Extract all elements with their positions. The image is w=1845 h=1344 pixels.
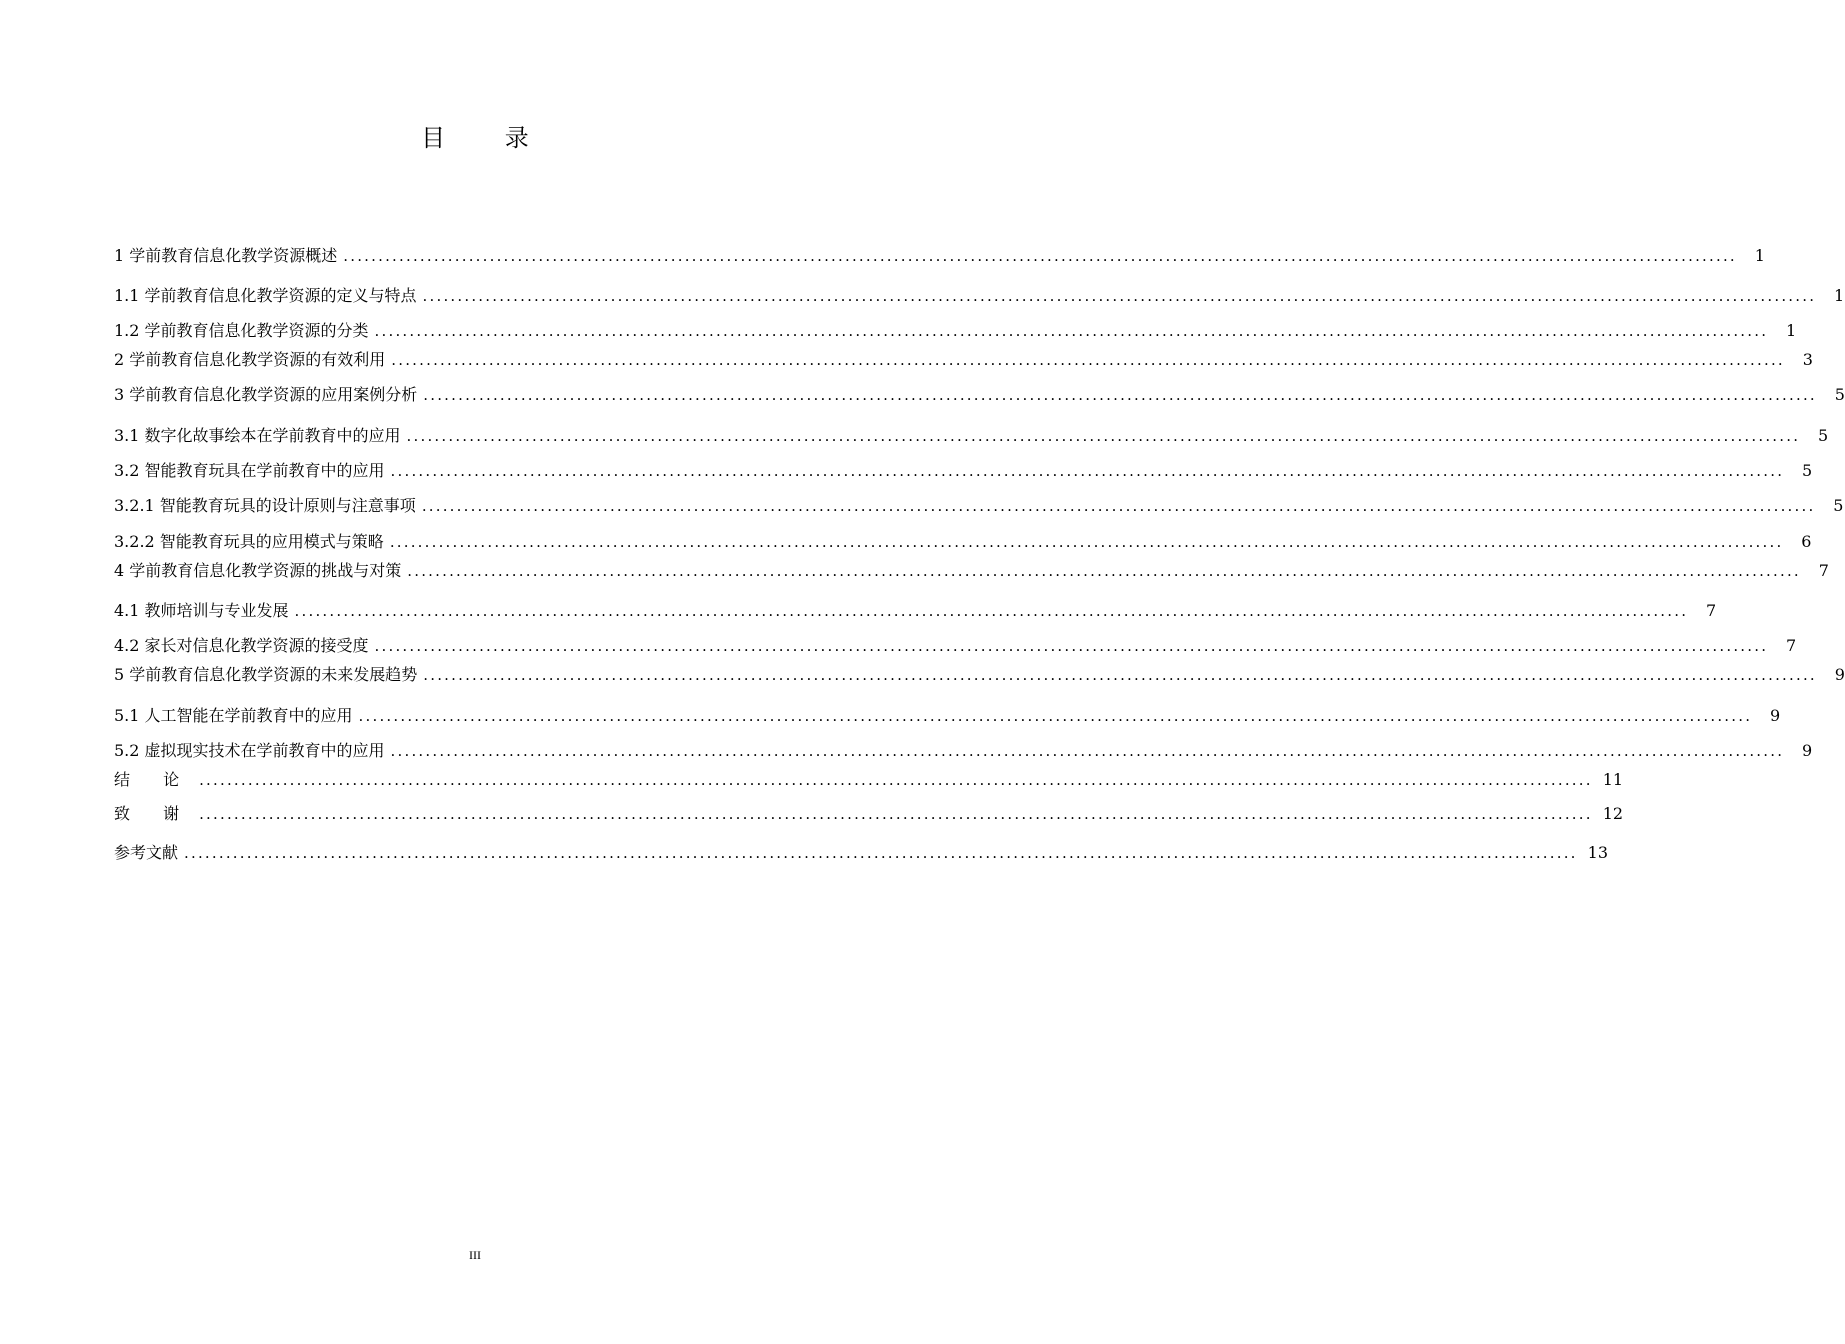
toc-entry[interactable] xyxy=(114,634,1797,658)
toc-entry-label: 4 学前教育信息化教学资源的挑战与对策 xyxy=(114,561,402,580)
toc-entry-page: 3 xyxy=(1802,350,1813,369)
toc-leader-dots: ........................................................................................................................................................................................................ xyxy=(358,707,1753,725)
toc-leader-dots: ........................................................................................................................................................................................................ xyxy=(199,771,1593,789)
toc-leader-dots: ........................................................................................................................................................................................................ xyxy=(389,533,1784,551)
page-title: 目 录 xyxy=(421,124,555,152)
toc-entry-page: 11 xyxy=(1602,770,1624,789)
toc-entry[interactable] xyxy=(114,383,1845,407)
toc-entry-page: 7 xyxy=(1785,636,1797,655)
toc-entry-page: 7 xyxy=(1705,601,1717,620)
toc-entry-page: 9 xyxy=(1769,706,1781,725)
toc-entry-label: 1.1 学前教育信息化教学资源的定义与特点 xyxy=(114,286,417,305)
toc-entry-label: 5.2 虚拟现实技术在学前教育中的应用 xyxy=(114,741,385,760)
toc-leader-dots: ........................................................................................................................................................................................................ xyxy=(390,462,1785,480)
toc-entry-page: 5 xyxy=(1817,426,1829,445)
toc-entry-page: 1 xyxy=(1833,286,1845,305)
toc-entry-page: 6 xyxy=(1801,532,1812,551)
toc-leader-dots: ........................................................................................................................................................................................................ xyxy=(391,351,1785,369)
toc-entry[interactable] xyxy=(114,530,1812,554)
toc-entry[interactable] xyxy=(114,559,1829,583)
toc-leader-dots: ........................................................................................................................................................................................................ xyxy=(423,666,1817,684)
toc-entry[interactable] xyxy=(114,663,1845,687)
toc-entry-page: 1 xyxy=(1785,321,1797,340)
toc-entry-label: 3.2.2 智能教育玩具的应用模式与策略 xyxy=(114,532,384,551)
toc-leader-dots: ........................................................................................................................................................................................................ xyxy=(343,247,1737,265)
toc-leader-dots: ........................................................................................................................................................................................................ xyxy=(374,322,1769,340)
toc-leader-dots: ........................................................................................................................................................................................................ xyxy=(406,427,1801,445)
toc-entry-label: 2 学前教育信息化教学资源的有效利用 xyxy=(114,350,386,369)
toc-entry-page: 13 xyxy=(1587,843,1608,862)
toc-entry-label: 3.2 智能教育玩具在学前教育中的应用 xyxy=(114,461,385,480)
toc-leader-dots: ........................................................................................................................................................................................................ xyxy=(407,562,1801,580)
toc-entry-label: 3.2.1 智能教育玩具的设计原则与注意事项 xyxy=(114,496,416,515)
toc-entry[interactable] xyxy=(114,244,1765,268)
toc-leader-dots: ........................................................................................................................................................................................................ xyxy=(422,287,1817,305)
toc-entry[interactable] xyxy=(114,841,1608,865)
toc-entry[interactable] xyxy=(114,494,1844,518)
toc-entry[interactable] xyxy=(114,739,1813,763)
toc-leader-dots: ........................................................................................................................................................................................................ xyxy=(199,805,1593,823)
toc-entry-page: 5 xyxy=(1834,385,1845,404)
toc-entry-page: 9 xyxy=(1834,665,1845,684)
toc-entry-label: 结 论 xyxy=(114,770,194,789)
toc-entry-label: 1 学前教育信息化教学资源概述 xyxy=(114,246,338,265)
toc-entry-label: 4.1 教师培训与专业发展 xyxy=(114,601,289,620)
toc-entry-label: 5 学前教育信息化教学资源的未来发展趋势 xyxy=(114,665,418,684)
toc-entry-page: 9 xyxy=(1801,741,1813,760)
toc-entry-label: 3.1 数字化故事绘本在学前教育中的应用 xyxy=(114,426,401,445)
toc-entry-label: 3 学前教育信息化教学资源的应用案例分析 xyxy=(114,385,418,404)
toc-entry[interactable] xyxy=(114,599,1717,623)
toc-leader-dots: ........................................................................................................................................................................................................ xyxy=(374,637,1769,655)
toc-entry-page: 1 xyxy=(1754,246,1765,265)
toc-leader-dots: ........................................................................................................................................................................................................ xyxy=(184,844,1578,862)
toc-entry[interactable] xyxy=(114,284,1845,308)
page-number: III xyxy=(469,1248,481,1262)
toc-entry[interactable] xyxy=(114,704,1781,728)
toc-entry[interactable] xyxy=(114,319,1797,343)
toc-entry-label: 4.2 家长对信息化教学资源的接受度 xyxy=(114,636,369,655)
toc-leader-dots: ........................................................................................................................................................................................................ xyxy=(421,497,1816,515)
toc-entry-page: 5 xyxy=(1833,496,1844,515)
toc-leader-dots: ........................................................................................................................................................................................................ xyxy=(390,742,1785,760)
toc-leader-dots: ........................................................................................................................................................................................................ xyxy=(423,386,1817,404)
toc-entry[interactable] xyxy=(114,768,1624,792)
toc-entry[interactable] xyxy=(114,802,1624,826)
toc-entry-label: 1.2 学前教育信息化教学资源的分类 xyxy=(114,321,369,340)
toc-entry-page: 5 xyxy=(1801,461,1813,480)
toc-entry-page: 7 xyxy=(1818,561,1829,580)
toc-entry-label: 致 谢 xyxy=(114,804,194,823)
toc-entry[interactable] xyxy=(114,424,1829,448)
toc-entry[interactable] xyxy=(114,459,1813,483)
toc-entry-label: 5.1 人工智能在学前教育中的应用 xyxy=(114,706,353,725)
toc-leader-dots: ........................................................................................................................................................................................................ xyxy=(294,602,1689,620)
toc-entry-label: 参考文献 xyxy=(114,843,179,862)
toc-entry-page: 12 xyxy=(1602,804,1624,823)
toc-entry[interactable] xyxy=(114,348,1813,372)
